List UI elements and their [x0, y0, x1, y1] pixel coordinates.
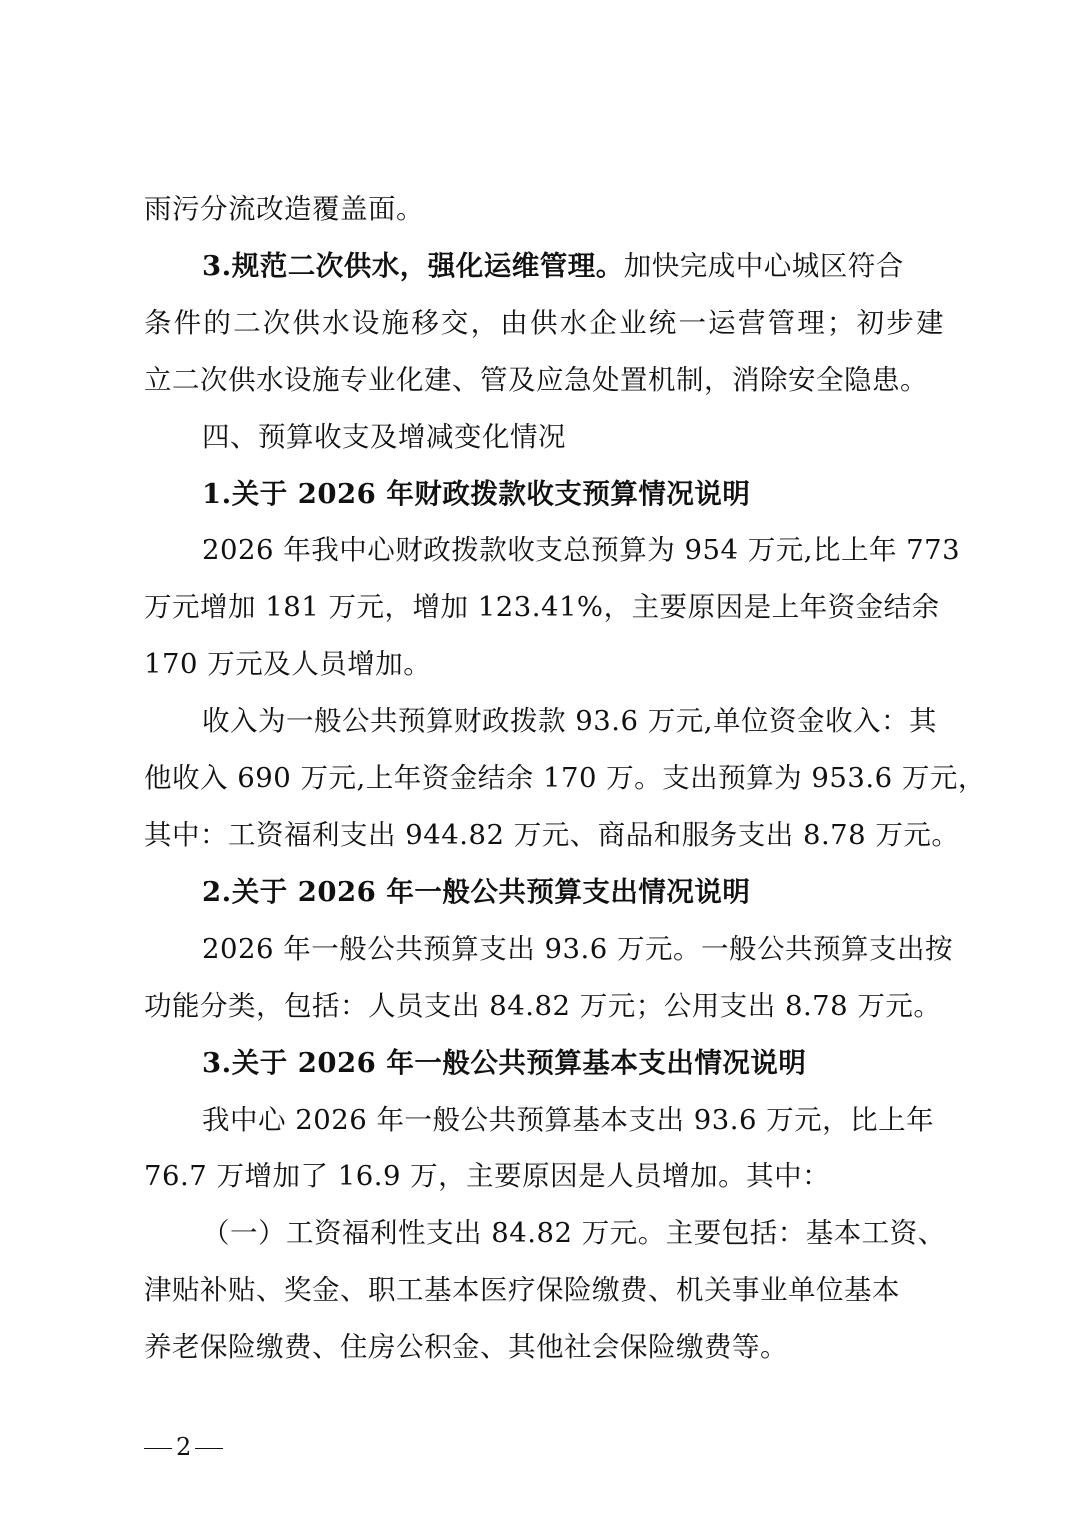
paragraph-line: 他收入 690 万元,上年资金结余 170 万。支出预算为 953.6 万元，: [144, 762, 986, 794]
paragraph-line: 收入为一般公共预算财政拨款 93.6 万元,单位资金收入：其: [202, 705, 937, 737]
paragraph-line: 雨污分流改造覆盖面。: [144, 193, 424, 225]
paragraph-line: 功能分类，包括：人员支出 84.82 万元；公用支出 8.78 万元。: [144, 990, 942, 1022]
paragraph-line: 76.7 万增加了 16.9 万，主要原因是人员增加。其中：: [144, 1160, 831, 1192]
paragraph-line: 条件的二次供水设施移交，由供水企业统一运营管理；初步建: [144, 307, 944, 339]
paragraph-line: 其中：工资福利支出 944.82 万元、商品和服务支出 8.78 万元。: [144, 819, 960, 851]
section-heading-line: 3.规范二次供水，强化运维管理。加快完成中心城区符合: [202, 250, 904, 282]
page-number: 2: [176, 1433, 192, 1461]
paragraph-line: 养老保险缴费、住房公积金、其他社会保险缴费等。: [144, 1331, 788, 1363]
paragraph-line: 津贴补贴、奖金、职工基本医疗保险缴费、机关事业单位基本: [144, 1274, 900, 1306]
page-footer: [144, 1432, 223, 1462]
footer-dash-right: [195, 1448, 223, 1449]
section-title: 四、预算收支及增减变化情况: [202, 421, 566, 453]
footer-dash-left: [144, 1448, 172, 1449]
paragraph-line: （一）工资福利性支出 84.82 万元。主要包括：基本工资、: [202, 1217, 946, 1249]
paragraph-line: 万元增加 181 万元，增加 123.41%，主要原因是上年资金结余: [144, 591, 940, 623]
subsection-title: 2.关于 2026 年一般公共预算支出情况说明: [202, 876, 751, 908]
paragraph-line: 我中心 2026 年一般公共预算基本支出 93.6 万元，比上年: [202, 1104, 935, 1136]
paragraph-line: 2026 年一般公共预算支出 93.6 万元。一般公共预算支出按: [202, 933, 953, 965]
paragraph-line: 170 万元及人员增加。: [144, 648, 432, 680]
paragraph-line: 立二次供水设施专业化建、管及应急处置机制，消除安全隐患。: [144, 364, 928, 396]
inline-heading: 3.规范二次供水，强化运维管理。: [202, 250, 624, 282]
subsection-title: 1.关于 2026 年财政拨款收支预算情况说明: [202, 478, 751, 510]
paragraph-line: 2026 年我中心财政拨款收支总预算为 954 万元,比上年 773: [202, 534, 961, 566]
subsection-title: 3.关于 2026 年一般公共预算基本支出情况说明: [202, 1047, 807, 1079]
